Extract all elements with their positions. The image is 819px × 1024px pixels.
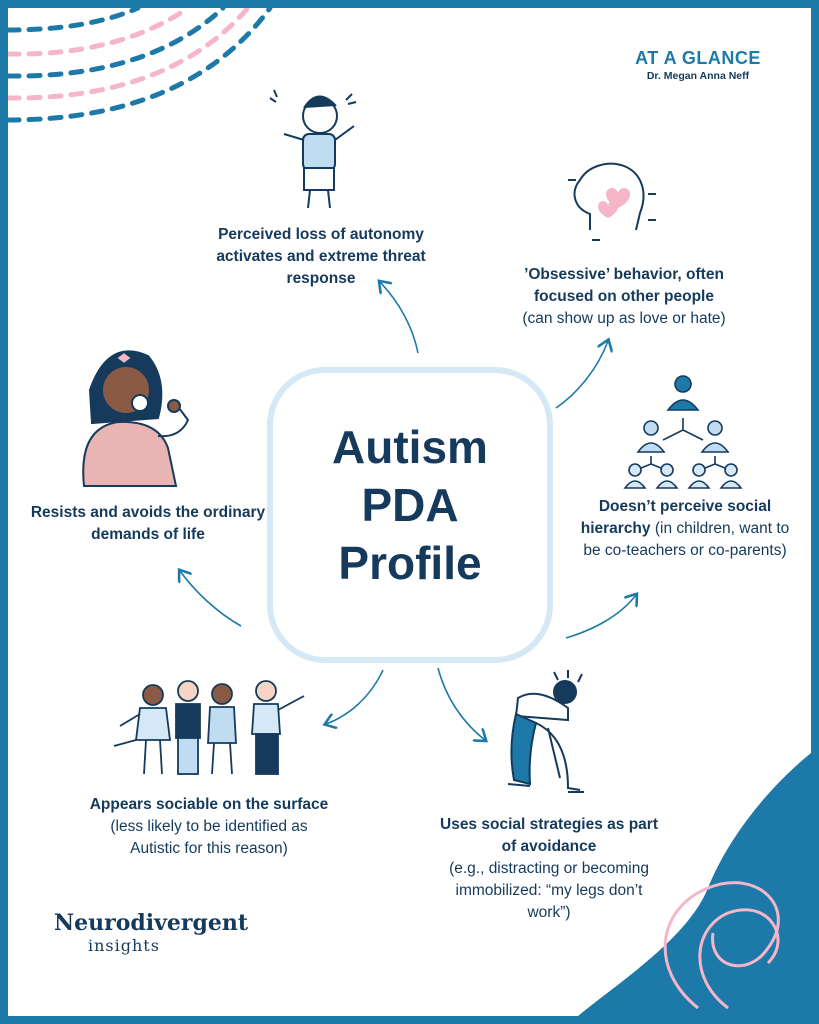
item-obsessive-behavior xyxy=(496,264,752,330)
logo-wordmark: Neurodivergent xyxy=(54,910,249,936)
upset-boy-illustration xyxy=(270,90,356,208)
item-bold-text: ’Obsessive’ behavior, often focused on other people xyxy=(524,266,724,305)
item-normal-text: (e.g., distracting or becoming immobilized: “my legs don’t work”) xyxy=(449,860,649,921)
infographic-frame xyxy=(8,8,811,1016)
hierarchy-illustration xyxy=(625,376,741,488)
arrow-right xyxy=(566,595,636,638)
item-bold-text: Resists and avoids the ordinary demands of life xyxy=(30,504,266,543)
at-a-glance-title: AT A GLANCE xyxy=(635,48,761,68)
center-title xyxy=(270,418,550,592)
item-bold-text: Appears sociable on the surface xyxy=(89,796,329,813)
arrow-top-right xyxy=(556,341,608,408)
item-social-strategies xyxy=(438,814,660,924)
dashed-arcs-decoration xyxy=(8,8,270,120)
item-resists-demands xyxy=(30,502,266,546)
arrow-bottom-left xyxy=(326,670,383,724)
item-bold-text: Perceived loss of autonomy activates and extreme threat response xyxy=(216,226,426,287)
author-name: Dr. Megan Anna Neff xyxy=(646,70,750,82)
item-social-hierarchy xyxy=(580,496,790,562)
arrow-left xyxy=(180,571,241,626)
arrow-top xyxy=(380,282,418,353)
item-normal-text: (in children, want to be co-teachers or co-parents) xyxy=(583,520,790,559)
item-normal-text: (can show up as love or hate) xyxy=(522,310,726,327)
arrow-bottom-right xyxy=(438,668,485,740)
item-bold-text: Uses social strategies as part of avoidance xyxy=(440,816,658,855)
item-normal-text: (less likely to be identified as Autistic for this reason) xyxy=(110,818,308,857)
head-hearts-illustration xyxy=(568,164,656,240)
item-appears-sociable xyxy=(64,794,354,860)
item-autonomy-threat xyxy=(190,224,452,290)
center-title-line3: Profile xyxy=(338,537,482,589)
group-of-kids-illustration xyxy=(114,681,304,774)
center-title-line1: Autism xyxy=(332,421,488,473)
bent-figure-illustration xyxy=(508,670,584,792)
center-title-line2: PDA xyxy=(361,479,459,531)
girl-brushing-teeth-illustration xyxy=(83,351,188,486)
item-bold-text: Doesn’t perceive social hierarchy xyxy=(580,498,772,537)
logo-subtitle: insights xyxy=(88,936,160,955)
